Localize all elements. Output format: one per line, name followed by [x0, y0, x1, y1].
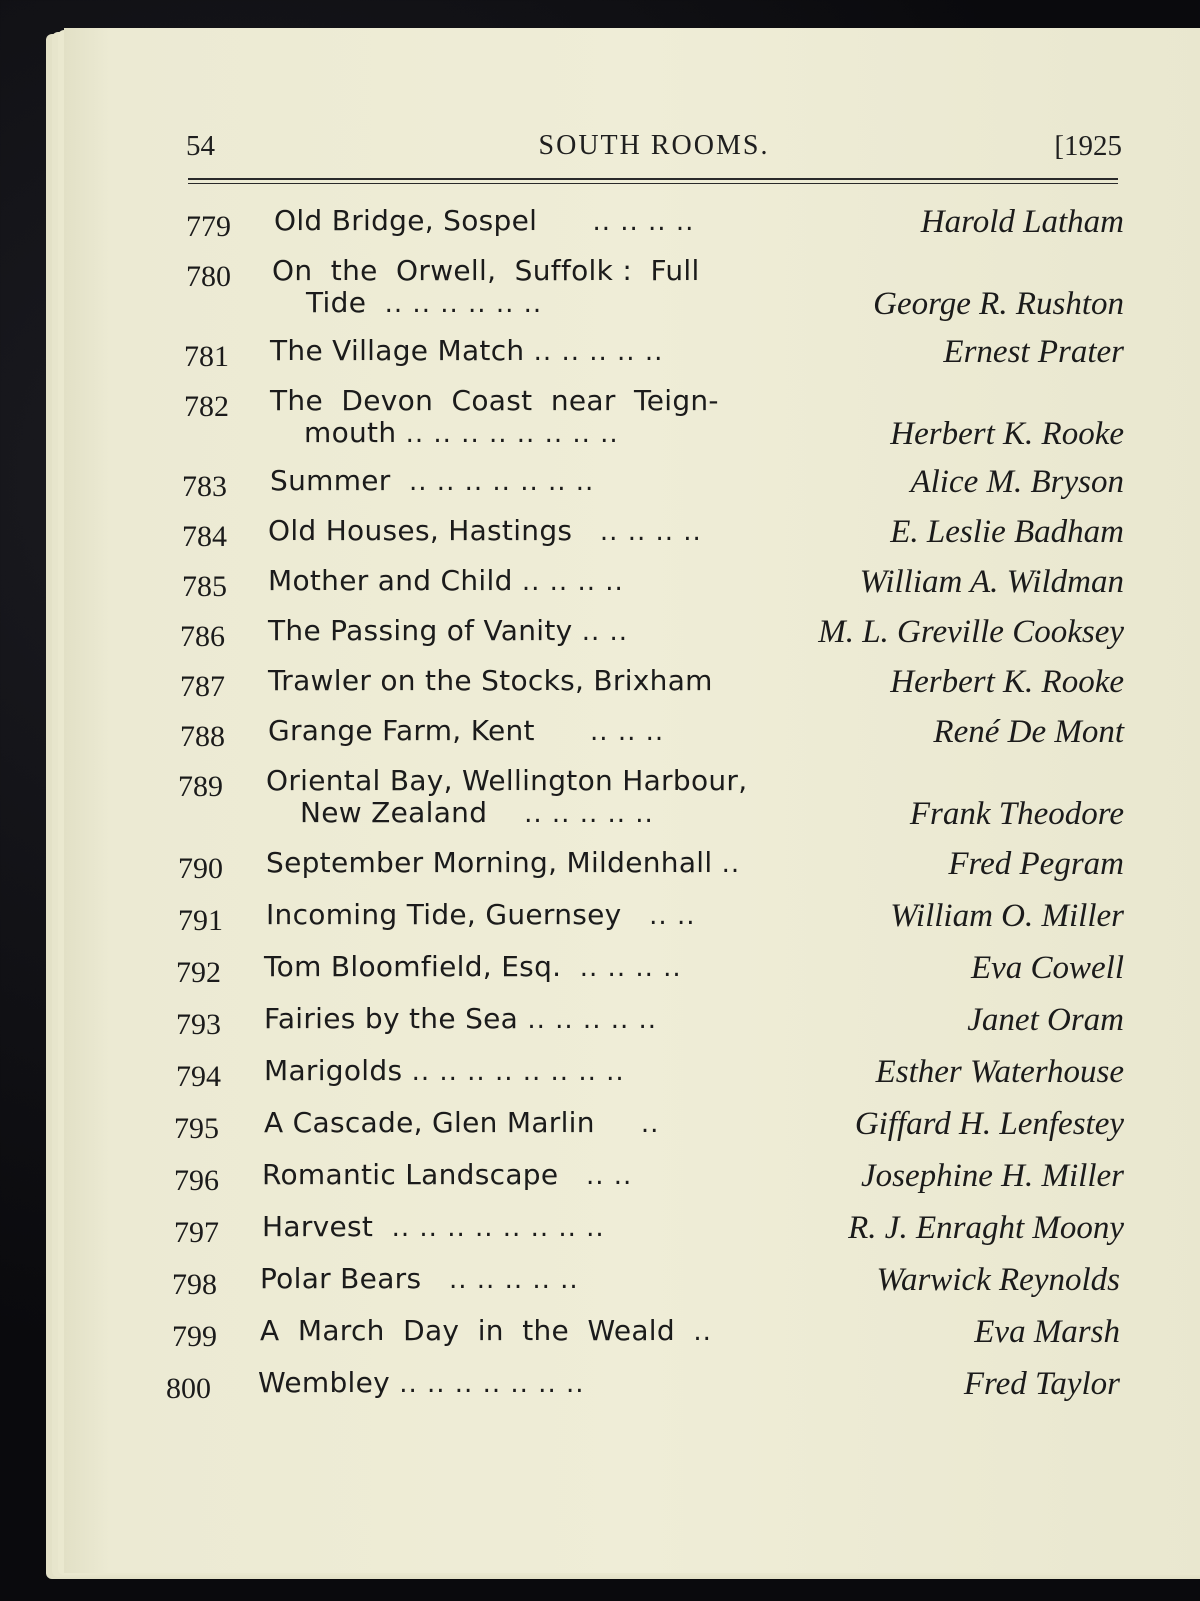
entry-artist: Herbert K. Rooke	[890, 416, 1124, 452]
leader-dots: .. .. .. ..	[579, 953, 682, 983]
entry-artist: Eva Cowell	[970, 950, 1124, 986]
entry-number: 795	[174, 1112, 219, 1145]
entry-number: 792	[176, 956, 221, 989]
entry-number: 779	[186, 210, 231, 243]
entry-number: 789	[178, 770, 223, 803]
leader-dots: .. .. .. ..	[599, 517, 702, 547]
entry-title: The Passing of Vanity .. ..	[268, 614, 629, 647]
leader-dots: ..	[693, 1317, 712, 1347]
leader-dots: .. ..	[581, 617, 629, 647]
entry-title: Romantic Landscape .. ..	[262, 1158, 633, 1191]
entry-artist: Eva Marsh	[974, 1314, 1120, 1350]
entry-artist: Fred Taylor	[963, 1366, 1120, 1402]
entry-title: Old Houses, Hastings .. .. .. ..	[268, 514, 702, 547]
leader-dots: .. .. .. .. ..	[533, 337, 664, 367]
entry-number: 786	[180, 620, 225, 653]
leader-dots: .. ..	[586, 1161, 633, 1191]
entry-artist: M. L. Greville Cooksey	[818, 614, 1124, 650]
entry-artist: Josephine H. Miller	[860, 1158, 1124, 1194]
entry-number: 797	[174, 1216, 219, 1249]
entry-title: Marigolds .. .. .. .. .. .. .. ..	[264, 1054, 625, 1087]
leader-dots: ..	[721, 849, 741, 879]
entry-artist: Herbert K. Rooke	[890, 664, 1124, 700]
leader-dots: .. .. .. .. ..	[527, 1005, 658, 1035]
entry-artist: Giffard H. Lenfestey	[854, 1106, 1124, 1142]
entry-number: 780	[186, 260, 231, 293]
entry-title: Mother and Child .. .. .. ..	[268, 564, 624, 597]
entry-title: Fairies by the Sea .. .. .. .. ..	[264, 1002, 658, 1035]
page-number: 54	[186, 130, 215, 162]
entry-artist: George R. Rushton	[873, 286, 1124, 322]
leader-dots: .. .. .. .. ..	[524, 799, 654, 829]
entry-number: 781	[184, 340, 229, 373]
entry-number: 783	[182, 470, 227, 503]
entry-title: The Devon Coast near Teign-	[270, 384, 719, 417]
entry-title-continuation: New Zealand .. .. .. .. ..	[300, 796, 654, 829]
entry-title: September Morning, Mildenhall ..	[266, 846, 741, 879]
entry-artist: Harold Latham	[920, 204, 1124, 240]
entry-number: 791	[178, 904, 223, 937]
entry-title: A March Day in the Weald ..	[260, 1314, 712, 1347]
entry-title: Old Bridge, Sospel .. .. .. ..	[274, 204, 695, 237]
leader-dots: .. .. .. ..	[521, 567, 624, 597]
section-title: SOUTH ROOMS.	[538, 130, 770, 161]
entry-artist: E. Leslie Badham	[890, 514, 1124, 550]
entry-artist: William A. Wildman	[859, 564, 1124, 600]
entry-title: Tom Bloomfield, Esq. .. .. .. ..	[264, 950, 682, 983]
entry-number: 800	[166, 1372, 211, 1405]
leader-dots: .. .. .. .. .. .. .. ..	[411, 1057, 625, 1087]
entry-artist: William O. Miller	[890, 898, 1124, 934]
leader-dots: .. .. ..	[590, 717, 665, 747]
entry-title-continuation: Tide .. .. .. .. .. ..	[306, 286, 543, 319]
header-rule	[188, 178, 1118, 184]
entry-title: On the Orwell, Suffolk : Full	[272, 254, 700, 287]
entry-number: 793	[176, 1008, 221, 1041]
entry-title: A Cascade, Glen Marlin ..	[264, 1106, 660, 1139]
entry-title: Trawler on the Stocks, Brixham	[268, 664, 713, 697]
entry-artist: Alice M. Bryson	[910, 464, 1124, 500]
entry-number: 788	[180, 720, 225, 753]
leader-dots: .. .. .. .. .. .. ..	[409, 467, 595, 497]
entry-number: 794	[176, 1060, 221, 1093]
entry-artist: R. J. Enraght Moony	[848, 1210, 1124, 1246]
entry-artist: René De Mont	[933, 714, 1124, 750]
entry-artist: Warwick Reynolds	[876, 1262, 1120, 1298]
entry-artist: Fred Pegram	[948, 846, 1124, 882]
entry-title: The Village Match .. .. .. .. ..	[270, 334, 664, 367]
entry-number: 790	[178, 852, 223, 885]
leader-dots: .. ..	[649, 901, 696, 931]
entry-number: 799	[172, 1320, 217, 1353]
leader-dots: .. .. .. .. .. ..	[384, 289, 543, 319]
entry-number: 784	[182, 520, 227, 553]
entry-title: Oriental Bay, Wellington Harbour,	[266, 764, 748, 797]
entry-number: 796	[174, 1164, 219, 1197]
running-head	[186, 126, 1122, 170]
leader-dots: .. .. .. .. ..	[448, 1265, 579, 1295]
entry-title: Incoming Tide, Guernsey .. ..	[266, 898, 696, 931]
entry-number: 782	[184, 390, 229, 423]
entry-artist: Ernest Prater	[943, 334, 1124, 370]
entry-title: Grange Farm, Kent .. .. ..	[268, 714, 665, 747]
leader-dots: .. .. .. ..	[592, 207, 695, 237]
leader-dots: ..	[640, 1109, 660, 1139]
entry-title: Summer .. .. .. .. .. .. ..	[270, 464, 595, 497]
leader-dots: .. .. .. .. .. .. .. ..	[391, 1213, 605, 1243]
entry-artist: Esther Waterhouse	[875, 1054, 1124, 1090]
leader-dots: .. .. .. .. .. .. ..	[399, 1369, 585, 1399]
entry-artist: Frank Theodore	[909, 796, 1124, 832]
entry-title: Wembley .. .. .. .. .. .. ..	[258, 1366, 585, 1399]
leader-dots: .. .. .. .. .. .. .. ..	[405, 419, 619, 449]
entry-title-continuation: mouth .. .. .. .. .. .. .. ..	[304, 416, 619, 449]
entry-title: Harvest .. .. .. .. .. .. .. ..	[262, 1210, 605, 1243]
entry-artist: Janet Oram	[967, 1002, 1124, 1038]
entry-number: 785	[182, 570, 227, 603]
catalogue-year: [1925	[1054, 130, 1122, 162]
entry-number: 787	[180, 670, 225, 703]
entry-title: Polar Bears .. .. .. .. ..	[260, 1262, 579, 1295]
entry-number: 798	[172, 1268, 217, 1301]
